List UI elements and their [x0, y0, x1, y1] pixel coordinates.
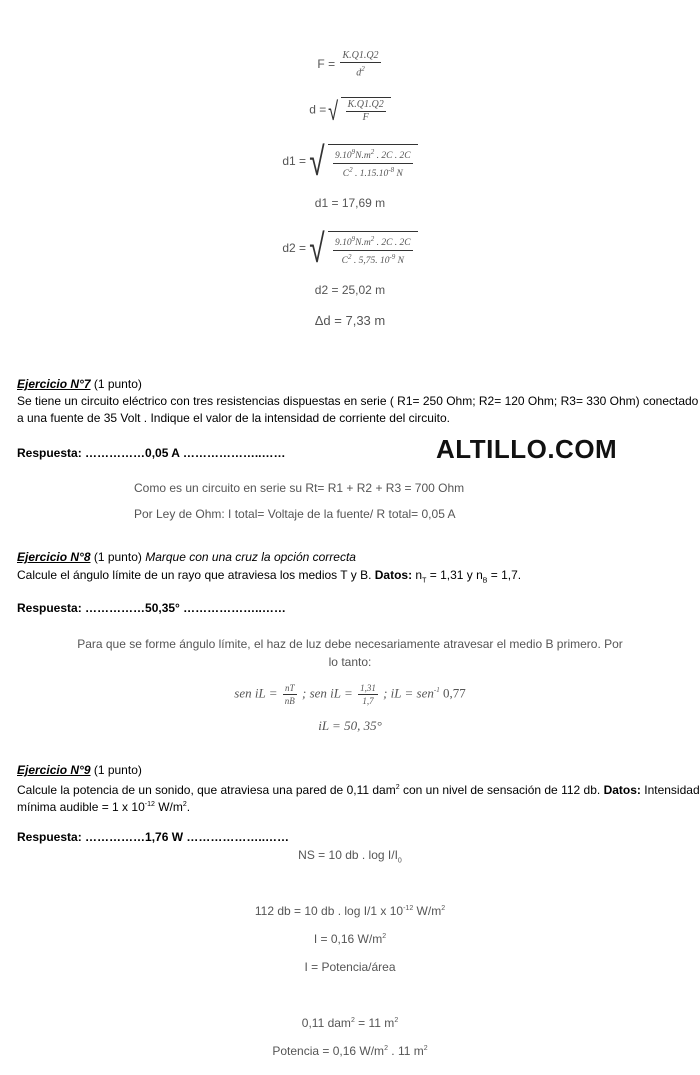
exercise-8-instruction: Marque con una cruz la opción correcta	[145, 550, 356, 564]
exercise-9-heading	[17, 763, 142, 777]
formula-d1-lhs: d1 =	[282, 154, 307, 169]
formula-force-denominator-exp: 2	[361, 65, 365, 73]
exercise-8-text-c: n	[412, 568, 423, 582]
step5-a: Potencia = 0,16 W/m	[272, 1044, 385, 1058]
equation-part-c-end: 0,77	[439, 685, 466, 701]
formula-d1-num-exp1: 9	[351, 148, 356, 157]
equation-part-a: sen iL =	[234, 685, 278, 701]
sqrt-icon: √	[328, 95, 339, 126]
exercise-8-sub-t: T	[422, 577, 427, 585]
formula-force-lhs: F =	[317, 56, 339, 71]
exercise-9-text-line2	[17, 796, 190, 816]
equation-part-c-exp: -1	[433, 686, 440, 695]
ns-formula-text: NS = 10 db . log I/I	[298, 848, 398, 862]
ns-formula-sub: 0	[397, 857, 402, 865]
result-d2: d2 = 25,02 m	[314, 283, 386, 297]
exercise-8-explanation-1: Para que se forme ángulo límite, el haz de luz debe necesariamente atravesar el medio B primero. Por	[77, 637, 623, 651]
exercise-8-explanation-2: lo tanto:	[328, 655, 372, 669]
step5-b: . 11 m	[387, 1044, 424, 1058]
formula-d1: d1 =√ $\frac{9.10^9N.m^2 . 2C . 2C}{C^2 . 1.15.10^{-8} N}$	[0, 142, 700, 182]
exercise-8-text-a: Calcule el ángulo límite de un rayo que atraviesa los medios T y B.	[17, 568, 375, 582]
exercise-9-title: Ejercicio N°9	[17, 763, 91, 777]
exercise-8-text-d: = 1,31 y n	[426, 568, 483, 582]
equation-frac2-num: 1,31	[360, 683, 376, 693]
equation-frac2-den: 1,7	[362, 696, 374, 706]
exercise-9-line2-c: .	[186, 800, 191, 814]
step1-exp: -12	[403, 905, 414, 912]
step4-exp1: 2	[350, 1017, 355, 1024]
formula-force-denominator: d	[356, 67, 362, 79]
formula-d2-den-exp1: 2	[347, 252, 352, 261]
step1-exp2: 2	[441, 905, 446, 912]
exercise-9-answer: Respuesta: ……………1,76 W ………………..……	[17, 830, 290, 844]
step4-b: = 11 m	[354, 1016, 395, 1030]
exercise-8-equation-result: iL = 50, 35°	[318, 718, 382, 733]
exercise-9-step5	[0, 1044, 700, 1058]
formula-d2: d2 =√ $\frac{9.10^9N.m^2 . 2C . 2C}{C^2 . 5,75. 10^{-9} N}$	[0, 229, 700, 269]
formula-distance-denominator: F	[362, 112, 369, 123]
formula-distance	[0, 97, 700, 124]
exercise-7-text-line1: Se tiene un circuito eléctrico con tres resistencias dispuestas en serie ( R1= 250 Ohm; R2= 120 Ohm; R3= 330 Ohm) conectado	[17, 394, 699, 408]
equation-part-c: ; iL = sen	[383, 685, 434, 701]
exercise-9-text-exp: 2	[395, 784, 400, 791]
exercise-9-step1	[0, 904, 700, 918]
step2-exp: 2	[382, 933, 387, 940]
exercise-9-step4	[0, 1016, 700, 1030]
equation-frac1-den: nB	[284, 696, 295, 706]
equation-part-b: ; sen iL =	[302, 685, 353, 701]
result-d1: d1 = 17,69 m	[314, 196, 386, 210]
step4-a: 0,11 dam	[301, 1016, 351, 1030]
exercise-7-text-line2: a una fuente de 35 Volt . Indique el valor de la intensidad de corriente del circuito.	[17, 411, 450, 425]
formula-distance-lhs: d =	[309, 102, 327, 117]
exercise-8-datos-label: Datos:	[374, 568, 413, 582]
formula-d1-den-exp1: 2	[349, 165, 353, 174]
formula-d2-num-exp1: 9	[351, 235, 356, 244]
exercise-9-line2-exp2: 2	[182, 801, 187, 808]
exercise-8-text-e: = 1,7.	[487, 568, 522, 582]
step1-end: W/m	[413, 904, 442, 918]
exercise-7-explanation-1: Como es un circuito en serie su Rt= R1 + R2 + R3 = 700 Ohm	[134, 481, 465, 495]
exercise-7-title: Ejercicio N°7	[17, 377, 91, 391]
exercise-9-datos-label: Datos:	[603, 783, 641, 797]
formula-d1-den-exp2: -8	[388, 165, 395, 174]
exercise-7-points: (1 punto)	[90, 377, 142, 391]
exercise-9-text-c: Intensidad	[640, 783, 700, 797]
step4-exp2: 2	[394, 1017, 399, 1024]
formula-force	[0, 50, 700, 79]
formula-force-numerator: K.Q1.Q2	[342, 50, 379, 61]
exercise-9-line2-b: W/m	[154, 800, 183, 814]
watermark-logo: ALTILLO.COM	[436, 434, 618, 464]
step1-text: 112 db = 10 db . log I/1 x 10	[254, 904, 404, 918]
exercise-8-equation	[0, 682, 700, 707]
exercise-7-heading	[17, 377, 142, 391]
exercise-7-answer: Respuesta: ……………0,05 A ………………..……	[17, 446, 286, 460]
exercise-9-ns-formula	[0, 848, 700, 864]
exercise-8-title: Ejercicio N°8	[17, 550, 91, 564]
step5-exp2: 2	[423, 1045, 428, 1052]
equation-frac1-num: nT	[285, 683, 295, 693]
formula-distance-numerator: K.Q1.Q2	[347, 99, 384, 110]
exercise-9-line2-a: mínima audible = 1 x 10	[17, 800, 145, 814]
exercise-8-answer: Respuesta: ……………50,35° ………………..……	[17, 601, 286, 615]
formula-d1-num-exp2: 2	[370, 148, 375, 157]
exercise-9-line2-exp1: -12	[144, 801, 155, 808]
step5-exp1: 2	[384, 1045, 388, 1052]
step2-text: I = 0,16 W/m	[313, 932, 383, 946]
exercise-8-points: (1 punto)	[90, 550, 146, 564]
sqrt-icon: √	[309, 227, 325, 271]
exercise-8-heading	[17, 550, 356, 564]
exercise-9-points: (1 punto)	[90, 763, 142, 777]
exercise-9-step2	[0, 932, 700, 946]
formula-d2-num-exp2: 2	[370, 235, 375, 244]
exercise-9-step3: I = Potencia/área	[304, 960, 396, 974]
exercise-8-text	[17, 567, 521, 589]
exercise-9-text-b: con un nivel de sensación de 112 db.	[399, 783, 604, 797]
exercise-7-explanation-2: Por Ley de Ohm: I total= Voltaje de la fuente/ R total= 0,05 A	[134, 507, 456, 521]
exercise-9-text-a: Calcule la potencia de un sonido, que atraviesa una pared de 0,11 dam	[17, 783, 396, 797]
formula-d2-lhs: d2 =	[282, 241, 307, 256]
sqrt-icon: √	[309, 140, 325, 184]
result-delta-d: Δd = 7,33 m	[314, 313, 386, 328]
exercise-8-sub-b: B	[482, 577, 488, 585]
formula-d2-den-exp2: -9	[389, 252, 396, 261]
